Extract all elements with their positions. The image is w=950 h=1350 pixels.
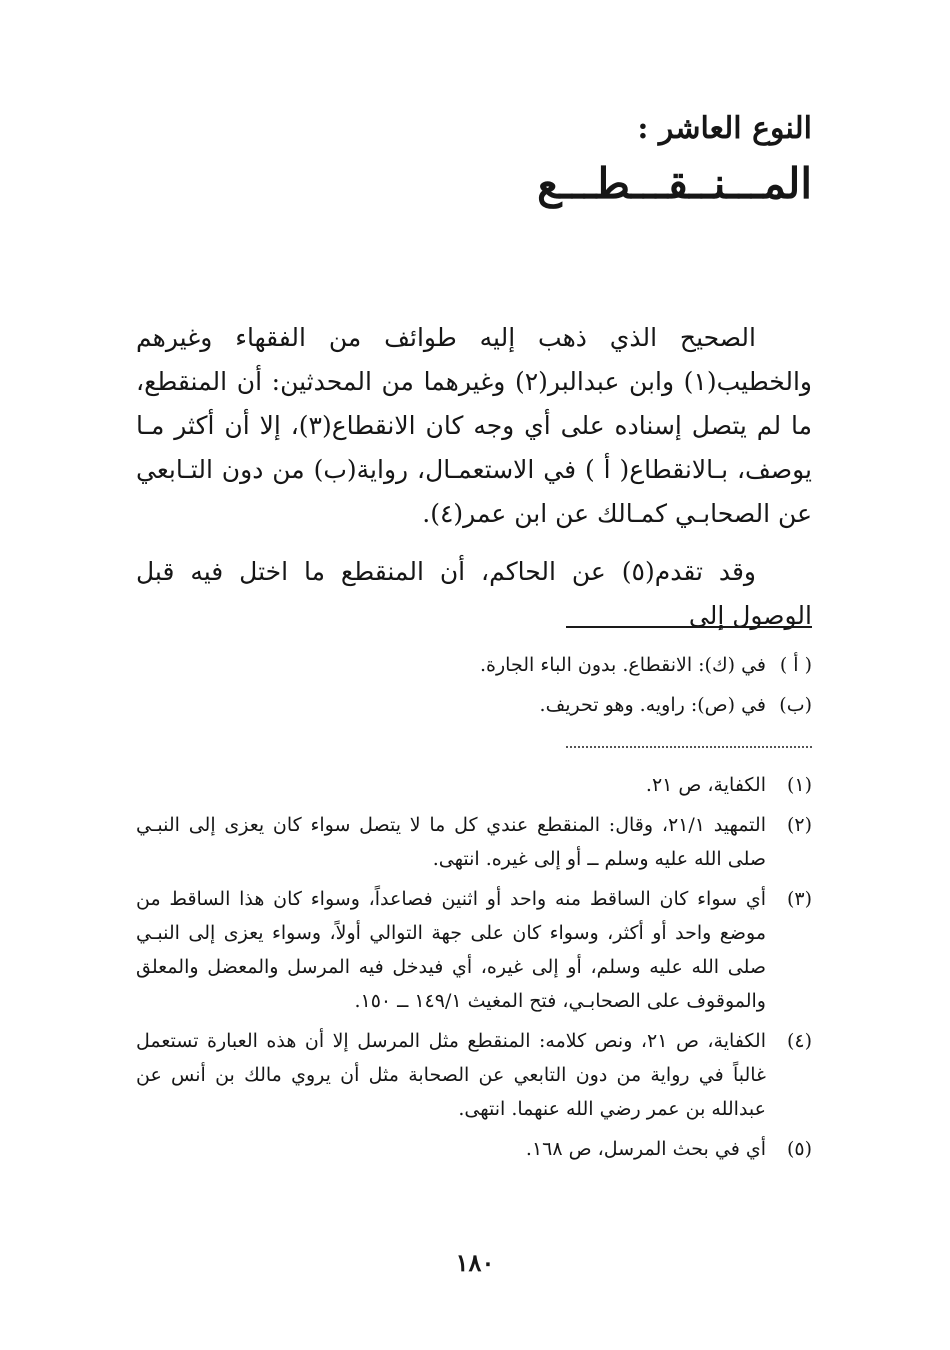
chapter-kind: النوع العاشر : [637, 111, 812, 146]
footnote [136, 882, 812, 1018]
note-text: في (ص): راويه. وهو تحريف. [539, 694, 766, 716]
footnote-text: الكفاية، ص ٢١، ونص كلامه: المنقطع مثل المرسل إلا أن هذه العبارة تستعمل غالباً في رواية من دون التابعي عن الصحابة مثل أن يروي مالك بن أنس عن عبدالله بن عمر رضي الله عنهما. انتهى. [136, 1030, 766, 1120]
footnote-mark: (٥) [786, 1138, 812, 1160]
footnote [136, 768, 812, 802]
dotted-separator [566, 746, 812, 748]
note-text: في (ك): الانقطاع. بدون الباء الجارة. [480, 654, 766, 676]
variant-note [136, 648, 812, 682]
footnote-text: أي في بحث المرسل، ص ١٦٨. [525, 1138, 766, 1160]
footnote [136, 1024, 812, 1126]
chapter-heading [312, 108, 812, 214]
footnote-mark: (١) [786, 774, 812, 796]
footnote-separator [566, 626, 812, 628]
footnote [136, 1132, 812, 1166]
footnote-text: أي سواء كان الساقط منه واحد أو اثنين فصاعداً، وسواء كان هذا الساقط من موضع واحد أو أكثر، وسواء كان على جهة التوالي أولاً، وسواء يعزى إلى النبـي صلى الله عليه وسلم، أو إلى غيره، أي فيدخل فيه المرسل والمعضل والمعلق والموقوف على الصحابـي، فتح المغيث ١٤٩/١ ــ ١٥٠. [136, 888, 766, 1012]
footnote-mark: (٤) [786, 1030, 812, 1052]
footnote-text: الكفاية، ص ٢١. [645, 774, 766, 796]
chapter-title: المـــنــقـــطـــع [537, 159, 812, 208]
paragraph-2: وقد تقدم(٥) عن الحاكم، أن المنقطع ما اختل فيه قبل الوصول إلى [136, 557, 812, 630]
footnote-mark: (٢) [786, 814, 812, 836]
footnote [136, 808, 812, 876]
page-number: ١٨٠ [455, 1248, 495, 1277]
note-mark: (ب) [779, 694, 812, 716]
variant-note [136, 688, 812, 722]
footnotes-area [136, 626, 812, 1172]
note-mark: ( أ ) [779, 654, 812, 676]
footnote-text: التمهيد ٢١/١، وقال: المنقطع عندي كل ما لا يتصل سواء كان يعزى إلى النبـي صلى الله عليه وسلم ــ أو إلى غيره. انتهى. [136, 814, 766, 870]
footnote-mark: (٣) [786, 888, 812, 910]
paragraph-1: الصحيح الذي ذهب إليه طوائف من الفقهاء وغيرهم والخطيب(١) وابن عبدالبر(٢) وغيرهما من المحدثين: أن المنقطع، ما لم يتصل إسناده على أي وجه كان الانقطاع(٣)، إلا أن أكثر مـا يوصف، بـالانقطاع( أ ) في الاستعمـال، رواية(ب) من دون التـابعي عن الصحابـي كمـالك عن ابن عمر(٤). [136, 323, 812, 528]
main-text [136, 316, 812, 652]
